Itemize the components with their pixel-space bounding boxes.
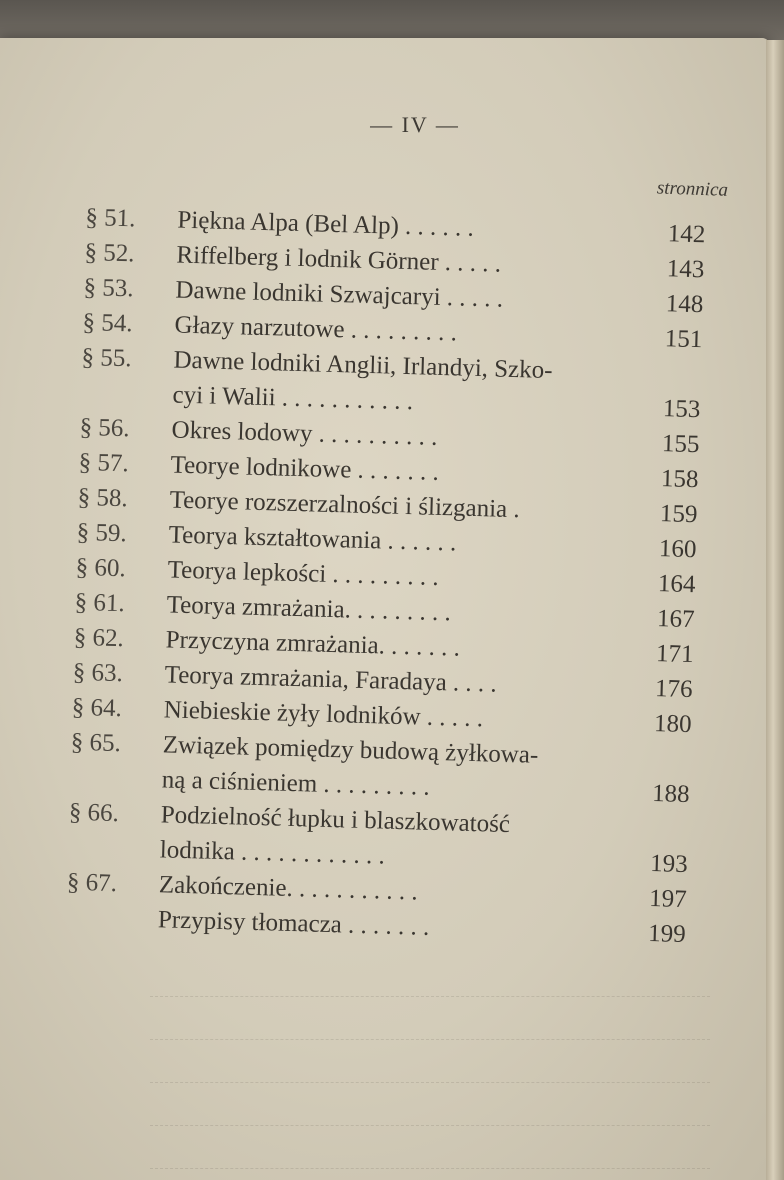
section-number: § 58.	[77, 483, 129, 513]
entry-title-line: Głazy narzutowe . . . . . . . . .	[174, 311, 458, 347]
page-number: 159	[659, 500, 698, 529]
entry-title-line: Dawne lodniki Szwajcaryi . . . . .	[175, 276, 504, 313]
page-number: 164	[657, 570, 696, 599]
entry-title-line: Teorye rozszerzalności i ślizgania .	[169, 486, 521, 524]
entry-title-line: Niebieskie żyły lodników . . . . .	[163, 696, 484, 733]
section-number: § 54.	[82, 308, 133, 338]
entry-title-line: ną a ciśnieniem . . . . . . . . .	[161, 766, 431, 801]
page-number: 148	[665, 290, 704, 319]
page-number: 197	[648, 885, 688, 914]
section-number: § 66.	[68, 798, 120, 828]
section-number: § 65.	[70, 728, 122, 758]
section-number: § 62.	[73, 623, 125, 653]
entry-title	[159, 797, 629, 880]
section-number: § 63.	[72, 658, 124, 688]
page-number: 193	[649, 850, 689, 879]
entry-title-line: Piękna Alpa (Bel Alp) . . . . . .	[177, 206, 475, 242]
section-number: § 51.	[85, 203, 136, 233]
page-number: 158	[660, 465, 699, 494]
entry-title-line: Teorye lodnikowe . . . . . . .	[170, 451, 440, 486]
section-number: § 52.	[84, 238, 135, 268]
page-number: 143	[666, 255, 705, 284]
entry-title	[172, 343, 642, 426]
entry-title-line: Przyczyna zmrażania. . . . . . .	[165, 626, 461, 662]
entry-title-line: Zakończenie. . . . . . . . . . .	[158, 871, 419, 906]
page-number: 151	[664, 325, 703, 354]
page-number: 171	[655, 640, 694, 669]
section-number: § 53.	[83, 273, 134, 303]
entry-title-line: Teorya zmrażania. . . . . . . . .	[166, 591, 452, 627]
page-number: 167	[656, 605, 695, 634]
page-edge	[766, 40, 784, 1180]
page-number: 176	[654, 675, 693, 704]
entry-title-line: Związek pomiędzy budową żyłkowa-	[162, 731, 539, 769]
page-number: 180	[653, 710, 692, 739]
bleed-through-text	[150, 968, 710, 1180]
page-number: 199	[647, 919, 687, 949]
section-number: § 59.	[76, 518, 128, 548]
entry-title-line: Dawne lodniki Anglii, Irlandyi, Szko-	[173, 346, 553, 385]
entry-title-line: Teorya lepkości . . . . . . . . .	[167, 556, 440, 591]
entry-title	[161, 727, 631, 810]
entry-title-line: Podzielność łupku i blaszkowatość	[160, 801, 511, 839]
entry-title-line: lodnika . . . . . . . . . . . .	[159, 836, 386, 870]
section-number: § 56.	[79, 413, 131, 443]
section-number: § 55.	[81, 343, 132, 373]
entry-title-line: cyi i Walii . . . . . . . . . . .	[172, 381, 414, 416]
section-number: § 60.	[75, 553, 127, 583]
table-of-contents	[65, 200, 705, 952]
entry-title-line: Przypisy tłomacza . . . . . . .	[157, 906, 430, 941]
page-number: 160	[658, 535, 697, 564]
section-number: § 64.	[71, 693, 123, 723]
section-number: § 61.	[74, 588, 126, 618]
entry-title-line: Riffelberg i lodnik Görner . . . . .	[176, 241, 502, 278]
entry-title-line: Okres lodowy . . . . . . . . . .	[171, 416, 438, 451]
page-number: 153	[662, 395, 701, 424]
section-number: § 67.	[66, 868, 118, 898]
section-number: § 57.	[78, 448, 130, 478]
page-column-label: stronnica	[656, 177, 729, 201]
page-number: 188	[651, 780, 691, 809]
entry-title-line: Teorya zmrażania, Faradaya . . . .	[164, 661, 498, 698]
entry-title-line: Teorya kształtowania . . . . . .	[168, 521, 457, 557]
page-header: — IV —	[370, 112, 460, 137]
page-number: 155	[661, 430, 700, 459]
page-number: 142	[667, 220, 706, 249]
